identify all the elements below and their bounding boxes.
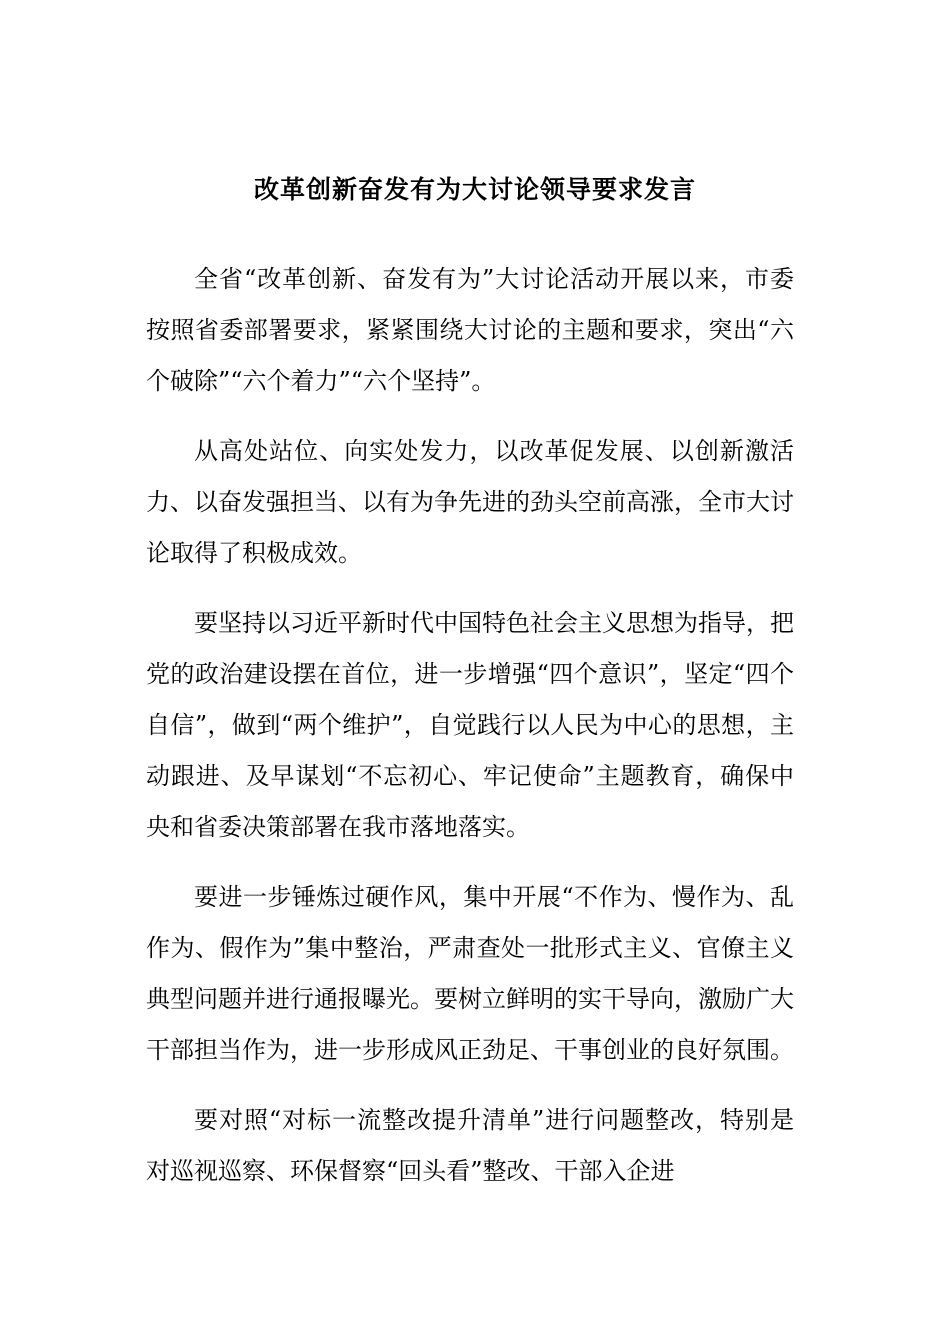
document-title: 改革创新奋发有为大讨论领导要求发言 <box>253 175 696 204</box>
paragraph-4: 要进一步锤炼过硬作风，集中开展“不作为、慢作为、乱作为、假作为”集中整治，严肃查处一批形式主义、官僚主义典型问题并进行通报曝光。要树立鲜明的实干导向，激励广大干部担当作为，进一步形成风正劲足、干事创业的良好氛围。 <box>146 883 794 1064</box>
paragraph-5: 要对照“对标一流整改提升清单”进行问题整改，特别是对巡视巡察、环保督察“回头看”整改、干部入企进 <box>146 1106 794 1185</box>
document-body <box>146 254 794 1216</box>
paragraph-2: 从高处站位、向实处发力，以改革促发展、以创新激活力、以奋发强担当、以有为争先进的劲头空前高涨，全市大讨论取得了积极成效。 <box>146 437 794 567</box>
paragraph-3: 要坚持以习近平新时代中国特色社会主义思想为指导，把党的政治建设摆在首位，进一步增强“四个意识”，坚定“四个自信”，做到“两个维护”，自觉践行以人民为中心的思想，主动跟进、及早谋划“不忘初心、牢记使命”主题教育，确保中央和省委决策部署在我市落地落实。 <box>146 609 794 841</box>
paragraph-1: 全省“改革创新、奋发有为”大讨论活动开展以来，市委按照省委部署要求，紧紧围绕大讨论的主题和要求，突出“六个破除”“六个着力”“六个坚持”。 <box>146 265 794 395</box>
